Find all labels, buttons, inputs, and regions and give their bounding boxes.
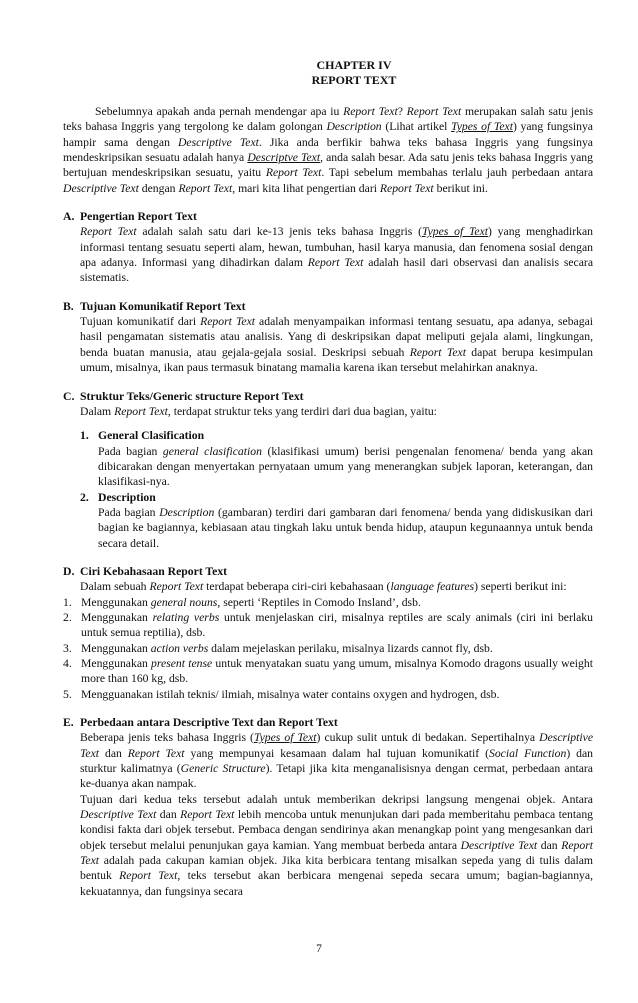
descriptive-text-link[interactable]: Descriptve Text: [247, 151, 321, 165]
types-of-text-link[interactable]: Types of Text: [253, 731, 317, 745]
types-of-text-link[interactable]: Types of Text: [451, 120, 513, 134]
section-a: [63, 209, 593, 286]
list-item: 2. Description Pada bagian Description (gambaran) terdiri dari gambaran dari fenomena/ benda yang didiskusikan dari bagian ke bagiannya, kebiasaan atau tingkah laku untuk benda hidup, ataupun kegunaannya untuk benda secara detail.: [80, 490, 593, 550]
intro-paragraph: Sebelumnya apakah anda pernah mendengar apa iu Report Text? Report Text merupakan salah satu jenis teks bahasa Inggris yang tergolong ke dalam golongan Description (Lihat artikel Types of Text) yang fungsinya hampir sama dengan Descriptive Text. Jika anda berfikir bahwa teks bahasa Inggris yang fungsinya mendeskripsikan sesuatu adalah hanya Descriptve Text, anda salah besar. Ada satu jenis teks bahasa Inggris yang bertujuan mendeskripsikan sesuatu, yaitu Report Text. Tapi sebelum membahas terlalu jauh perbedaan antara Descriptive Text dengan Report Text, mari kita lihat pengertian dari Report Text berikut ini.: [63, 105, 594, 195]
page-number: 7: [316, 943, 322, 955]
list-item: 5. Mengguanakan istilah teknis/ ilmiah, misalnya water contains oxygen and hydrogen, dsb.: [63, 687, 500, 701]
list-item: 1. General Clasification Pada bagian general clasification (klasifikasi umum) berisi pengenalan fenomena/ benda yang akan dibicarakan dengan menyertakan pernyataan umum yang menerangkan subjek laporan, keterangan, dan klasifikasi-nya.: [80, 429, 594, 489]
list-item: 3. Menggunakan action verbs dalam mejelaskan perilaku, misalnya lizards cannot fly, dsb.: [63, 641, 493, 655]
item-title: Description: [98, 490, 156, 504]
list-item: 2. Menggunakan relating verbs untuk menjelaskan ciri, misalnya reptiles are scaly animals (ciri ini berlaku untuk semua reptilia), dsb.: [63, 610, 593, 640]
list-item: 4. Menggunakan present tense untuk menyatakan suatu yang umum, misalnya Komodo dragons usually weight more than 160 kg, dsb.: [63, 657, 593, 686]
chapter-label: CHAPTER IV: [316, 58, 392, 72]
section-b-heading: B. Tujuan Komunikatif Report Text: [63, 299, 246, 313]
section-b: [63, 299, 593, 376]
section-e-heading: E. Perbedaan antara Descriptive Text dan Report Text: [63, 716, 338, 730]
section-c: [63, 389, 593, 551]
section-c-list: [63, 428, 593, 551]
section-c-lead: Dalam Report Text, terdapat struktur teks yang terdiri dari dua bagian, yaitu:: [80, 404, 437, 418]
section-d-heading: D. Ciri Kebahasaan Report Text: [63, 564, 228, 578]
section-e-paragraph-2: Tujuan dari kedua teks tersebut adalah untuk memberikan dekripsi langsung mengenai objek. Antara Descriptive Text dan Report Text lebih mencoba untuk menunjukan dari pada memberitahu pembaca tentang kondisi fakta dari objek tersebut. Pembaca dengan sendirinya akan menangkap point yang mengesankan dari objek tersebut melalui penunjukan gaya kamian. Yang membuat berbeda antara Descriptive Text dan Report Text adalah pada cakupan kamian objek. Jika kita berbicara tentang misalkan sepeda yang di tulis dalam bentuk Report Text, teks tersebut akan berbicara mengenai sepeda secara umum; bagian-bagiannya, kekuatannya, dan fungsinya secara: [80, 792, 594, 898]
item-body: Pada bagian general clasification (klasifikasi umum) berisi pengenalan fenomena/ benda yang akan dibicarakan dengan menyertakan pernyataan umum yang menerangkan subjek laporan, keterangan, dan klasifikasi-nya.: [98, 444, 594, 489]
section-b-body: Tujuan komunikatif dari Report Text adalah menyampaikan informasi tentang sesuatu, apa adanya, sebagai hasil pengamatan sistematis atau analisis. Yang di deskripsikan dapat meliputi gejala alami, lingkungan, benda buatan manusia, atau gejala-gejala sosial. Deskripsi sebuah Report Text dapat berupa kesimpulan umum, misalnya, ikan paus termasuk binatang mamalia karena ikan tersebut melahirkan anaknya.: [80, 315, 594, 375]
section-d: [63, 564, 593, 702]
list-item: 1. Menggunakan general nouns, seperti ‘Reptiles in Comodo Insland’, dsb.: [63, 595, 421, 609]
section-e: [63, 715, 593, 899]
chapter-title: REPORT TEXT: [311, 73, 397, 87]
types-of-text-link[interactable]: Types of Text: [421, 225, 489, 239]
item-body: Pada bagian Description (gambaran) terdiri dari gambaran dari fenomena/ benda yang didiskusikan dari bagian ke bagiannya, kebiasaan atau tingkah laku untuk benda hidup, ataupun kegunaannya untuk benda secara detail.: [98, 505, 593, 550]
section-a-heading: A. Pengertian Report Text: [63, 210, 197, 224]
item-title: General Clasification: [98, 429, 205, 443]
language-features-list: [63, 595, 593, 702]
section-a-body: Report Text adalah salah satu dari ke-13 jenis teks bahasa Inggris (Types of Text) yang menghadirkan informasi tentang sesuatu seperti alam, hewan, tumbuhan, hasil karya manusia, dan fenomena sosial dengan apa adanya. Informasi yang dihadirkan dalam Report Text adalah hasil dari observasi dan analisis secara sistematis.: [80, 225, 594, 285]
section-c-heading: C. Struktur Teks/Generic structure Report Text: [63, 389, 304, 403]
section-d-lead: Dalam sebuah Report Text terdapat beberapa ciri-ciri kebahasaan (language features) seperti berikut ini:: [80, 580, 567, 594]
section-e-paragraph-1: Beberapa jenis teks bahasa Inggris (Types of Text) cukup sulit untuk di bedakan. Sepertihalnya Descriptive Text dan Report Text yang mempunyai kesamaan dalam hal tujuan komunikatif (Social Function) dan sturktur kalimatnya (Generic Structure). Tetapi jika kita menganalisisnya dengan cermat, perbedaan antara ke-duanya akan nampak.: [80, 731, 594, 791]
document-page: [63, 58, 593, 899]
